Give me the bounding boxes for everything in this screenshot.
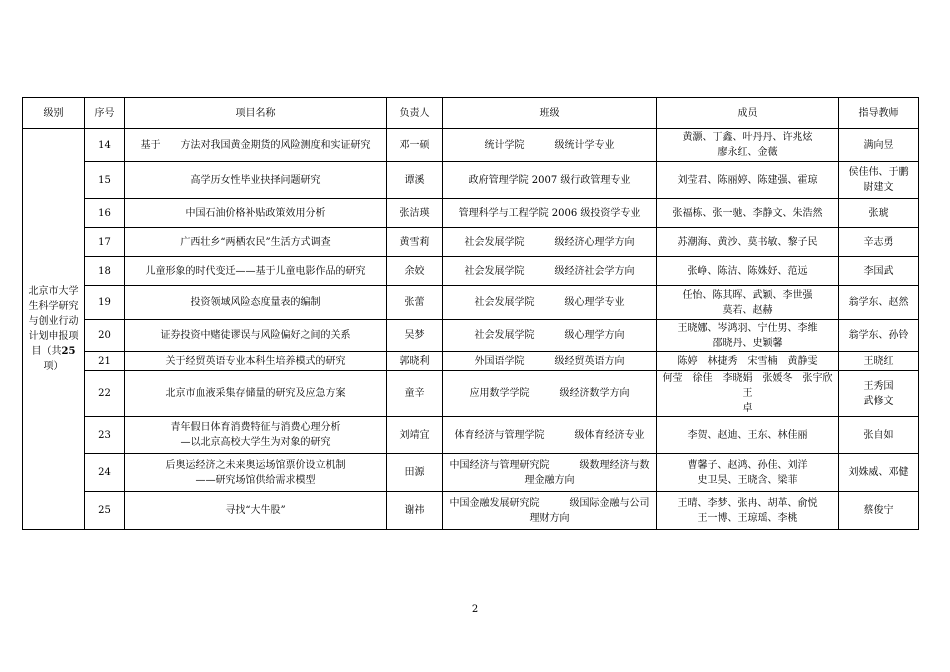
table-row [23, 129, 919, 162]
members-cell: 曹馨子、赵鸿、孙佳、刘洋 史卫昊、王晓含、梁菲 [657, 454, 839, 492]
advisor-cell: 张自如 [839, 417, 919, 454]
leader-cell: 黄雪莉 [387, 228, 443, 257]
seq-cell: 21 [85, 352, 125, 371]
leader-cell: 谭溪 [387, 162, 443, 199]
seq-cell: 23 [85, 417, 125, 454]
header-seq: 序号 [85, 98, 125, 129]
members-cell: 何莹 徐佳 李晓娟 张媛冬 张宇欣 王 卓 [657, 371, 839, 417]
project-cell: 高学历女性毕业抉择问题研究 [125, 162, 387, 199]
project-cell: 北京市血液采集存储量的研究及应急方案 [125, 371, 387, 417]
advisor-cell: 满向昱 [839, 129, 919, 162]
members-cell: 张福栋、张一驰、李静文、朱浩然 [657, 199, 839, 228]
project-cell: 寻找“大牛股” [125, 492, 387, 530]
leader-cell: 余姣 [387, 257, 443, 286]
table-row [23, 492, 919, 530]
seq-cell: 16 [85, 199, 125, 228]
project-cell: 中国石油价格补贴政策效用分析 [125, 199, 387, 228]
seq-cell: 18 [85, 257, 125, 286]
project-cell: 青年假日体育消费特征与消费心理分析 —以北京高校大学生为对象的研究 [125, 417, 387, 454]
project-cell: 儿童形象的时代变迁——基于儿童电影作品的研究 [125, 257, 387, 286]
seq-cell: 19 [85, 286, 125, 320]
class-cell: 社会发展学院 级经济心理学方向 [443, 228, 657, 257]
advisor-cell: 王秀国 武修文 [839, 371, 919, 417]
seq-cell: 25 [85, 492, 125, 530]
seq-cell: 14 [85, 129, 125, 162]
class-cell: 外国语学院 级经贸英语方向 [443, 352, 657, 371]
project-table [22, 97, 919, 530]
level-count: 25 [61, 346, 76, 357]
header-class: 班级 [443, 98, 657, 129]
members-cell: 王晓娜、岑鸿羽、宁仕男、李维 邵晓丹、史颖馨 [657, 320, 839, 352]
table-row [23, 162, 919, 199]
project-cell: 投资领域风险态度量表的编制 [125, 286, 387, 320]
leader-cell: 郭晓利 [387, 352, 443, 371]
table-row [23, 371, 919, 417]
leader-cell: 张蕾 [387, 286, 443, 320]
leader-cell: 童辛 [387, 371, 443, 417]
advisor-cell: 辛志勇 [839, 228, 919, 257]
table-row [23, 417, 919, 454]
page-number: 2 [471, 604, 479, 615]
header-level: 级别 [23, 98, 85, 129]
leader-cell: 田源 [387, 454, 443, 492]
table-row [23, 320, 919, 352]
seq-cell: 15 [85, 162, 125, 199]
class-cell: 应用数学学院 级经济数学方向 [443, 371, 657, 417]
header-project: 项目名称 [125, 98, 387, 129]
members-cell: 苏潮海、黄沙、莫书敏、黎子民 [657, 228, 839, 257]
level-label: 北京市大学生科学研究与创业行动计划申报项目（共 [28, 286, 79, 357]
table-row [23, 286, 919, 320]
members-cell: 任怡、陈其晖、武颖、李世强 莫若、赵赫 [657, 286, 839, 320]
level-tail: 项） [43, 361, 64, 372]
leader-cell: 吴梦 [387, 320, 443, 352]
members-cell: 李贺、赵迪、王东、林佳丽 [657, 417, 839, 454]
project-cell: 广西壮乡“两栖农民”生活方式调查 [125, 228, 387, 257]
project-cell: 关于经贸英语专业本科生培养模式的研究 [125, 352, 387, 371]
advisor-cell: 张琥 [839, 199, 919, 228]
seq-cell: 22 [85, 371, 125, 417]
seq-cell: 24 [85, 454, 125, 492]
project-cell: 后奥运经济之未来奥运场馆票价设立机制 ——研究场馆供给需求模型 [125, 454, 387, 492]
table-row [23, 199, 919, 228]
class-cell: 政府管理学院 2007 级行政管理专业 [443, 162, 657, 199]
table-header-row [23, 98, 919, 129]
header-leader: 负责人 [387, 98, 443, 129]
table-row [23, 257, 919, 286]
class-cell: 管理科学与工程学院 2006 级投资学专业 [443, 199, 657, 228]
table-row [23, 228, 919, 257]
table-row [23, 454, 919, 492]
class-cell: 统计学院 级统计学专业 [443, 129, 657, 162]
class-cell: 社会发展学院 级心理学专业 [443, 286, 657, 320]
leader-cell: 张洁瑛 [387, 199, 443, 228]
members-cell: 王晴、李梦、张冉、胡革、俞悦 王一博、王琼瑶、李桃 [657, 492, 839, 530]
class-cell: 社会发展学院 级经济社会学方向 [443, 257, 657, 286]
advisor-cell: 蔡俊宁 [839, 492, 919, 530]
class-cell: 体育经济与管理学院 级体育经济专业 [443, 417, 657, 454]
seq-cell: 17 [85, 228, 125, 257]
advisor-cell: 王晓红 [839, 352, 919, 371]
advisor-cell: 刘姝威、邓健 [839, 454, 919, 492]
header-members: 成员 [657, 98, 839, 129]
members-cell: 黄灏、丁鑫、叶丹丹、许兆炫 廖永红、金薇 [657, 129, 839, 162]
leader-cell: 邓一硕 [387, 129, 443, 162]
project-cell: 证券投资中赌徒谬误与风险偏好之间的关系 [125, 320, 387, 352]
level-cell [23, 129, 85, 530]
members-cell: 刘莹君、陈丽婷、陈建强、霍琼 [657, 162, 839, 199]
table-row [23, 352, 919, 371]
advisor-cell: 侯佳伟、于鹏 尉建文 [839, 162, 919, 199]
project-cell: 基于 方法对我国黄金期货的风险测度和实证研究 [125, 129, 387, 162]
members-cell: 张峥、陈洁、陈姝妤、范远 [657, 257, 839, 286]
seq-cell: 20 [85, 320, 125, 352]
leader-cell: 刘靖宜 [387, 417, 443, 454]
advisor-cell: 翁学东、赵然 [839, 286, 919, 320]
advisor-cell: 翁学东、孙铃 [839, 320, 919, 352]
class-cell: 中国经济与管理研究院 级数理经济与数 理金融方向 [443, 454, 657, 492]
advisor-cell: 李国武 [839, 257, 919, 286]
header-advisor: 指导教师 [839, 98, 919, 129]
leader-cell: 谢祎 [387, 492, 443, 530]
class-cell: 社会发展学院 级心理学方向 [443, 320, 657, 352]
class-cell: 中国金融发展研究院 级国际金融与公司 理财方向 [443, 492, 657, 530]
members-cell: 陈婷 林捷秀 宋雪楠 黄静雯 [657, 352, 839, 371]
